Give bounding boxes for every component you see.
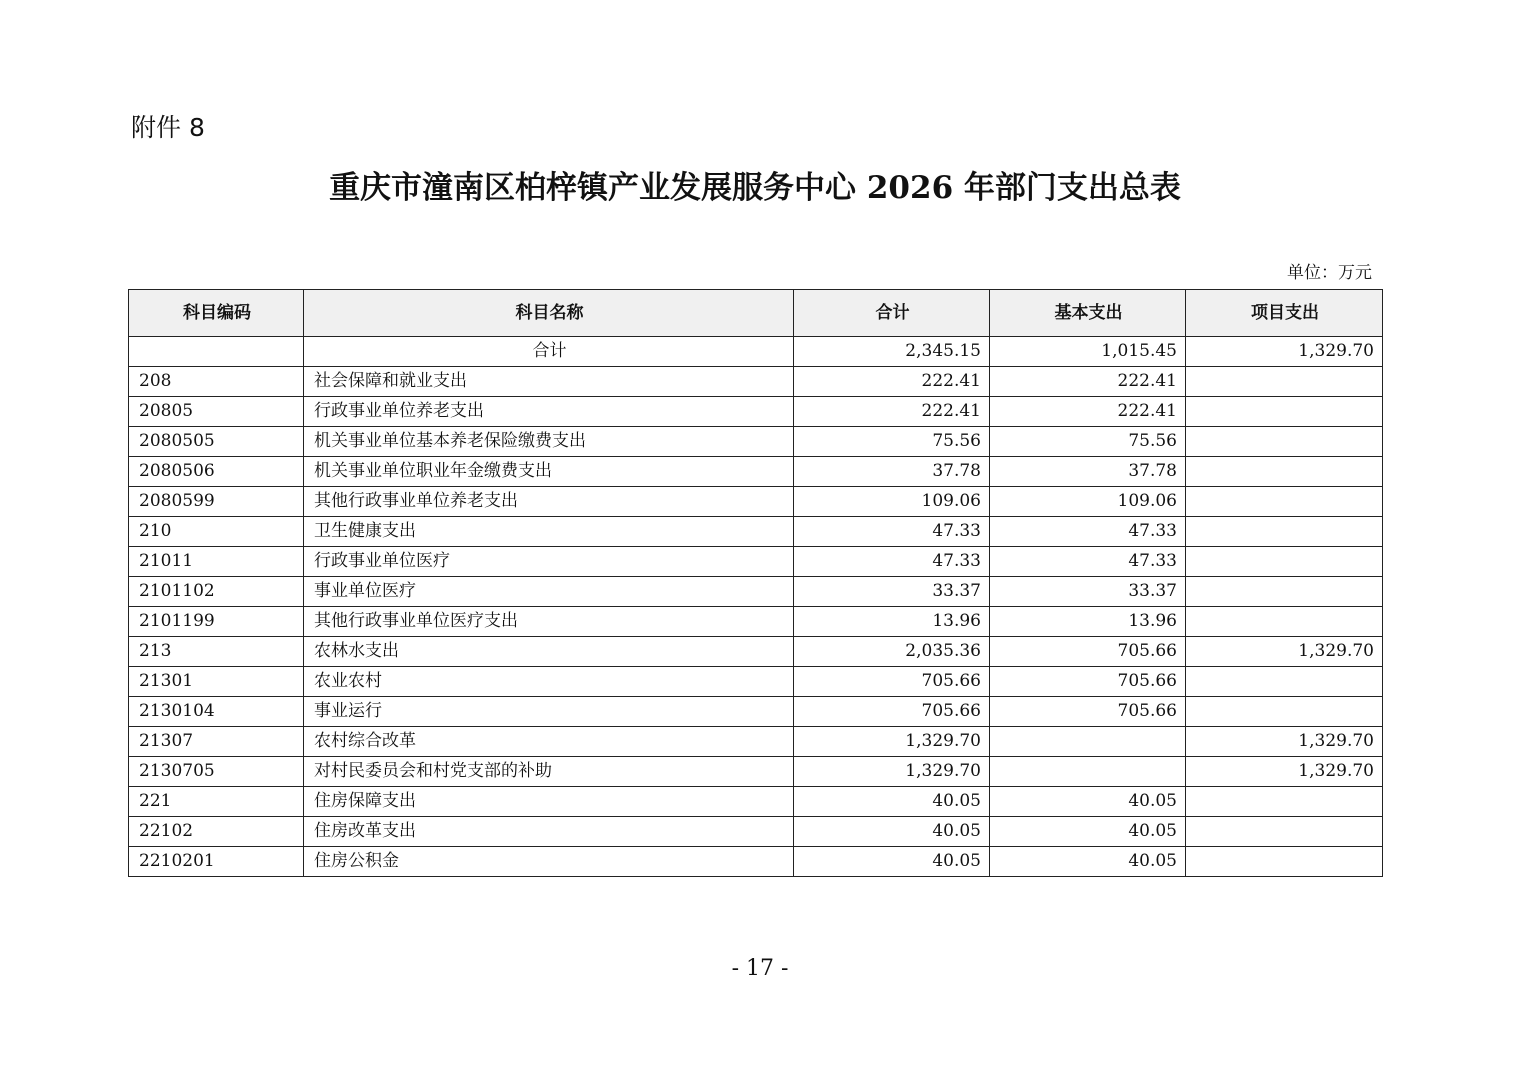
table-row xyxy=(129,517,1383,547)
name-cell: 住房保障支出 xyxy=(304,787,794,817)
total-cell: 37.78 xyxy=(794,457,990,487)
total-cell: 33.37 xyxy=(794,577,990,607)
project-cell xyxy=(1186,787,1383,817)
basic-cell xyxy=(990,727,1186,757)
name-cell: 机关事业单位职业年金缴费支出 xyxy=(304,457,794,487)
basic-cell: 40.05 xyxy=(990,787,1186,817)
basic-cell: 705.66 xyxy=(990,667,1186,697)
basic-cell: 40.05 xyxy=(990,817,1186,847)
name-cell: 事业单位医疗 xyxy=(304,577,794,607)
code-cell: 2080505 xyxy=(129,427,304,457)
code-cell: 2080506 xyxy=(129,457,304,487)
total-cell: 705.66 xyxy=(794,667,990,697)
unit-label: 单位：万元 xyxy=(1287,263,1372,283)
table-row xyxy=(129,637,1383,667)
name-cell: 行政事业单位医疗 xyxy=(304,547,794,577)
header-project: 项目支出 xyxy=(1186,290,1383,337)
project-cell: 1,329.70 xyxy=(1186,727,1383,757)
header-total: 合计 xyxy=(794,290,990,337)
table-row xyxy=(129,367,1383,397)
code-cell: 208 xyxy=(129,367,304,397)
total-cell: 1,329.70 xyxy=(794,757,990,787)
total-cell: 13.96 xyxy=(794,607,990,637)
basic-cell: 222.41 xyxy=(990,397,1186,427)
project-cell xyxy=(1186,517,1383,547)
total-row xyxy=(129,337,1383,367)
table-row xyxy=(129,817,1383,847)
page-number: - 17 - xyxy=(731,956,789,981)
total-code-cell xyxy=(129,337,304,367)
table-row xyxy=(129,847,1383,877)
name-cell: 机关事业单位基本养老保险缴费支出 xyxy=(304,427,794,457)
name-cell: 卫生健康支出 xyxy=(304,517,794,547)
table-row xyxy=(129,787,1383,817)
code-cell: 2130104 xyxy=(129,697,304,727)
code-cell: 2210201 xyxy=(129,847,304,877)
project-cell: 1,329.70 xyxy=(1186,637,1383,667)
basic-cell: 47.33 xyxy=(990,517,1186,547)
total-cell: 40.05 xyxy=(794,787,990,817)
code-cell: 2130705 xyxy=(129,757,304,787)
table-row xyxy=(129,547,1383,577)
document-title: 重庆市潼南区柏梓镇产业发展服务中心 2026 年部门支出总表 xyxy=(329,170,1181,206)
basic-cell: 47.33 xyxy=(990,547,1186,577)
code-cell: 21301 xyxy=(129,667,304,697)
code-cell: 2101102 xyxy=(129,577,304,607)
basic-cell: 75.56 xyxy=(990,427,1186,457)
name-cell: 对村民委员会和村党支部的补助 xyxy=(304,757,794,787)
total-cell: 222.41 xyxy=(794,397,990,427)
basic-cell: 37.78 xyxy=(990,457,1186,487)
name-cell: 其他行政事业单位医疗支出 xyxy=(304,607,794,637)
project-cell: 1,329.70 xyxy=(1186,757,1383,787)
project-cell xyxy=(1186,667,1383,697)
table-row xyxy=(129,457,1383,487)
code-cell: 210 xyxy=(129,517,304,547)
name-cell: 农业农村 xyxy=(304,667,794,697)
total-cell: 2,035.36 xyxy=(794,637,990,667)
project-cell xyxy=(1186,847,1383,877)
table-row xyxy=(129,397,1383,427)
basic-cell: 109.06 xyxy=(990,487,1186,517)
header-name: 科目名称 xyxy=(304,290,794,337)
total-cell: 75.56 xyxy=(794,427,990,457)
total-cell: 222.41 xyxy=(794,367,990,397)
name-cell: 住房改革支出 xyxy=(304,817,794,847)
total-cell: 1,329.70 xyxy=(794,727,990,757)
basic-cell: 13.96 xyxy=(990,607,1186,637)
name-cell: 社会保障和就业支出 xyxy=(304,367,794,397)
table-row xyxy=(129,667,1383,697)
total-cell: 47.33 xyxy=(794,517,990,547)
name-cell: 住房公积金 xyxy=(304,847,794,877)
code-cell: 221 xyxy=(129,787,304,817)
table-row xyxy=(129,727,1383,757)
name-cell: 其他行政事业单位养老支出 xyxy=(304,487,794,517)
name-cell: 农村综合改革 xyxy=(304,727,794,757)
table-row xyxy=(129,607,1383,637)
project-cell xyxy=(1186,397,1383,427)
name-cell: 事业运行 xyxy=(304,697,794,727)
project-cell xyxy=(1186,817,1383,847)
project-cell xyxy=(1186,367,1383,397)
project-cell xyxy=(1186,427,1383,457)
total-cell: 109.06 xyxy=(794,487,990,517)
basic-cell: 705.66 xyxy=(990,697,1186,727)
total-cell: 40.05 xyxy=(794,847,990,877)
total-basic-cell: 1,015.45 xyxy=(990,337,1186,367)
code-cell: 21307 xyxy=(129,727,304,757)
name-cell: 农林水支出 xyxy=(304,637,794,667)
table-row xyxy=(129,577,1383,607)
header-code: 科目编码 xyxy=(129,290,304,337)
project-cell xyxy=(1186,457,1383,487)
total-project-cell: 1,329.70 xyxy=(1186,337,1383,367)
total-cell: 47.33 xyxy=(794,547,990,577)
code-cell: 20805 xyxy=(129,397,304,427)
total-cell: 40.05 xyxy=(794,817,990,847)
basic-cell: 33.37 xyxy=(990,577,1186,607)
code-cell: 21011 xyxy=(129,547,304,577)
project-cell xyxy=(1186,697,1383,727)
basic-cell xyxy=(990,757,1186,787)
table-row xyxy=(129,487,1383,517)
code-cell: 2101199 xyxy=(129,607,304,637)
table-row xyxy=(129,697,1383,727)
basic-cell: 222.41 xyxy=(990,367,1186,397)
total-total-cell: 2,345.15 xyxy=(794,337,990,367)
table-header-row xyxy=(129,290,1383,337)
code-cell: 213 xyxy=(129,637,304,667)
code-cell: 2080599 xyxy=(129,487,304,517)
name-cell: 行政事业单位养老支出 xyxy=(304,397,794,427)
table-row xyxy=(129,427,1383,457)
basic-cell: 40.05 xyxy=(990,847,1186,877)
total-name-cell: 合计 xyxy=(304,337,794,367)
attachment-label: 附件 8 xyxy=(131,113,205,142)
project-cell xyxy=(1186,487,1383,517)
project-cell xyxy=(1186,577,1383,607)
project-cell xyxy=(1186,547,1383,577)
code-cell: 22102 xyxy=(129,817,304,847)
basic-cell: 705.66 xyxy=(990,637,1186,667)
expenditure-table xyxy=(128,289,1383,877)
project-cell xyxy=(1186,607,1383,637)
total-cell: 705.66 xyxy=(794,697,990,727)
table-row xyxy=(129,757,1383,787)
header-basic: 基本支出 xyxy=(990,290,1186,337)
